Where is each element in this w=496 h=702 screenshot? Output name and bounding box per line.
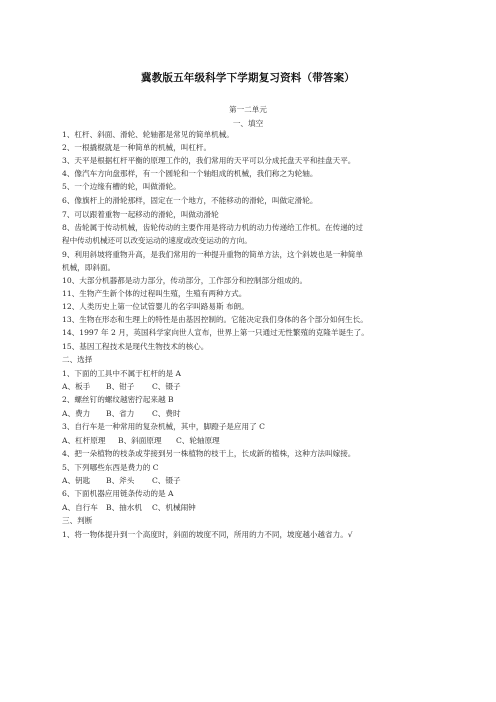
judge-item: 1、将一物体提升到一个高度时，斜面的坡度不同，所用的力不同，坡度越小越省力。√ bbox=[62, 530, 353, 539]
choice-option: B、抽水机 bbox=[106, 503, 142, 512]
fill-item: 9、利用斜坡将重物升高，是我们常用的一种提升重物的简单方法，这个斜坡也是一种简单 bbox=[62, 250, 363, 259]
choice-option: A、自行车 bbox=[62, 503, 98, 512]
fill-item: 8、齿轮属于传动机械，齿轮传动的主要作用是将动力机的动力传递给工作机。在传递的过 bbox=[62, 223, 363, 232]
choice-options bbox=[62, 436, 462, 446]
fill-item: 15、基因工程技术是现代生物技术的核心。 bbox=[62, 342, 209, 351]
fill-item: 1、杠杆、斜面、滑轮、轮轴都是常见的简单机械。 bbox=[62, 130, 234, 139]
fill-item-continued: 机械，即斜面。 bbox=[62, 263, 116, 272]
fill-item: 13、生物在形态和生理上的特性是由基因控制的。它能决定我们身体的各个部分如何生长。 bbox=[62, 315, 368, 324]
page-title: 冀教版五年级科学下学期复习资料（带答案） bbox=[141, 72, 355, 84]
fill-item: 11、生物产生新个体的过程叫生殖，生殖有两种方式。 bbox=[62, 289, 247, 298]
fill-item: 7、可以跟着重物一起移动的滑轮，叫做动滑轮 bbox=[62, 210, 219, 219]
fill-item: 3、天平是根据杠杆平衡的原理工作的，我们常用的天平可以分成托盘天平和挂盘天平。 bbox=[62, 156, 356, 165]
choice-option: C、费时 bbox=[152, 409, 181, 418]
fill-item-continued: 程中传动机械还可以改变运动的速度或改变运动的方向。 bbox=[62, 236, 252, 245]
section-heading-judge: 三、判断 bbox=[62, 516, 93, 525]
choice-question: 6、下面机器应用链条传动的是 A bbox=[62, 489, 174, 498]
choice-option: B、省力 bbox=[106, 409, 135, 418]
fill-item: 6、像旗杆上的滑轮那样，固定在一个地方，不能移动的滑轮，叫做定滑轮。 bbox=[62, 196, 318, 205]
choice-question: 3、自行车是一种常用的复杂机械，其中，脚蹬子是应用了 C bbox=[62, 422, 265, 431]
fill-item: 14、1997 年 2 月，英国科学家向世人宣布，世界上第一只通过无性繁殖的克隆羊诞生了。 bbox=[62, 328, 369, 337]
fill-item: 5、一个边缘有槽的轮，叫做滑轮。 bbox=[62, 182, 181, 191]
choice-option: B、斧头 bbox=[106, 476, 135, 485]
choice-option: C、镊子 bbox=[152, 476, 181, 485]
choice-question: 5、下列哪些东西是费力的 C bbox=[62, 463, 159, 472]
choice-option: B、钳子 bbox=[106, 382, 135, 391]
choice-options bbox=[62, 503, 462, 513]
fill-item: 10、大部分机器都是动力部分，传动部分，工作部分和控制部分组成的。 bbox=[62, 276, 308, 285]
fill-item: 4、像汽车方向盘那样，有一个圆轮和一个轴组成的机械，我们称之为轮轴。 bbox=[62, 169, 318, 178]
choice-option: B、斜面原理 bbox=[118, 436, 162, 445]
choice-options bbox=[62, 476, 462, 486]
choice-option: A、板手 bbox=[62, 382, 91, 391]
section-heading-choice: 二、选择 bbox=[62, 355, 93, 364]
fill-item: 2、一根撬棍就是一种简单的机械，叫杠杆。 bbox=[62, 143, 212, 152]
section-heading-fill: 一、填空 bbox=[232, 119, 264, 128]
choice-question: 2、螺丝钉的螺纹越密拧起来越 B bbox=[62, 395, 174, 404]
choice-option: A、钥匙 bbox=[62, 476, 91, 485]
fill-item: 12、人类历史上第一位试管婴儿的名字叫路易斯 布朗。 bbox=[62, 302, 249, 311]
choice-option: A、费力 bbox=[62, 409, 91, 418]
choice-options bbox=[62, 382, 462, 392]
choice-question: 1、下面的工具中不属于杠杆的是 A bbox=[62, 369, 182, 378]
choice-question: 4、把一朵植物的枝条或芽接到另一株植物的枝干上，长成新的植株，这种方法叫嫁接。 bbox=[62, 449, 356, 458]
choice-option: A、杠杆原理 bbox=[62, 436, 106, 445]
choice-option: C、镊子 bbox=[152, 382, 181, 391]
unit-heading: 第一二单元 bbox=[229, 105, 267, 114]
choice-option: C、机械闹钟 bbox=[152, 503, 196, 512]
choice-option: C、轮轴原理 bbox=[176, 436, 220, 445]
choice-options bbox=[62, 409, 462, 419]
